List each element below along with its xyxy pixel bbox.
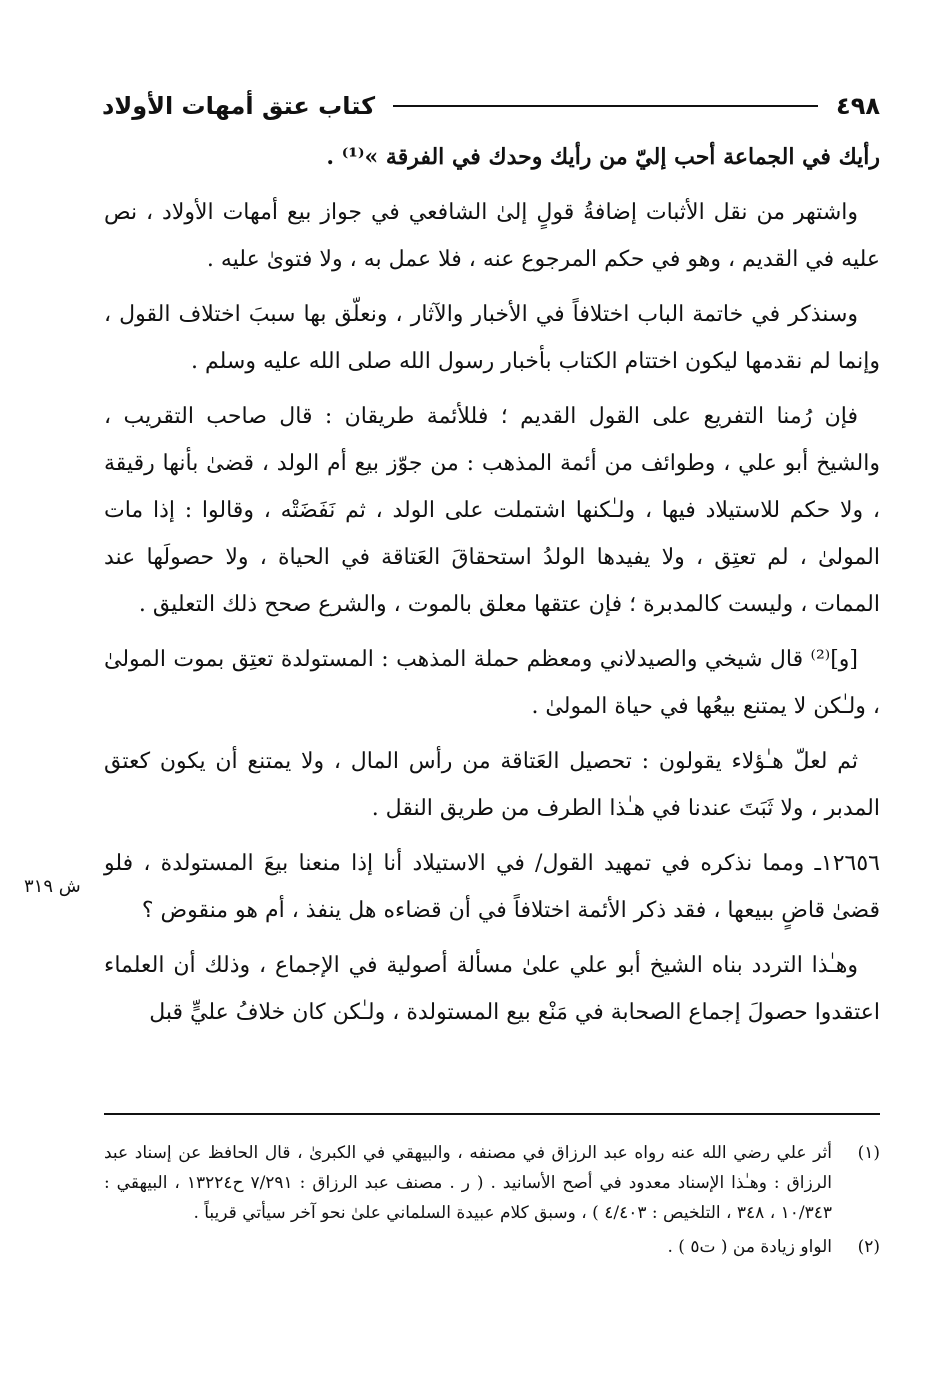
main-text (104, 134, 880, 1040)
footnote-text: أثر علي رضي الله عنه رواه عبد الرزاق في مصنفه ، والبيهقي في الكبرىٰ ، قال الحافظ عن إسناد عبد الرزاق : وهـٰذا الإسناد معدود في أصح الأسانيد . ( ر . مصنف عبد الرزاق : ٧/٢٩١ ح١٣٢٢٤ ، البيهقي : ١٠/٣٤٣ ، ٣٤٨ ، التلخيص : ٤/٤٠٣ ) ، وسبق كلام عبيدة السلماني علىٰ نحو آخر سيأتي قريباً . (104, 1143, 832, 1223)
footnotes (104, 1138, 880, 1266)
footnote (104, 1232, 880, 1262)
numbered-paragraph: ١٢٦٥٦ـ ومما نذكره في تمهيد القول/ في الاستيلاد أنا إذا منعنا بيعَ المستولدة ، فلو قضىٰ قاضٍ ببيعها ، فقد ذكر الأئمة اختلافاً في أن قضاءه هل ينفذ ، أم هو منقوض ؟ (104, 851, 880, 923)
footnote-number: (٢) (857, 1237, 880, 1257)
book-title: كتاب عتق أمهات الأولاد (102, 92, 376, 120)
paragraph: رأيك في الجماعة أحب إليّ من رأيك وحدك في الفرقة »⁽¹⁾ . (326, 144, 880, 170)
footnote-text: الواو زيادة من ( ت٥ ) . (667, 1237, 832, 1257)
page-number: ٤٩٨ (836, 92, 880, 120)
manuscript-folio-note: ش ٣١٩ (24, 876, 81, 897)
running-header (102, 86, 880, 126)
paragraph: وهـٰذا التردد بناه الشيخ أبو علي علىٰ مسألة أصولية في الإجماع ، وذلك أن العلماء اعتقدوا حصولَ إجماع الصحابة في مَنْع بيع المستولدة ، ولـٰكن كان خلافُ عليٍّ قبل (104, 953, 880, 1025)
paragraph: ثم لعلّ هـٰؤلاء يقولون : تحصيل العَتاقة من رأس المال ، ولا يمتنع أن يكون كعتق المدبر ، ولا ثَبَتَ عندنا في هـٰذا الطرف من طريق النقل . (104, 749, 880, 821)
paragraph: فإن رُمنا التفريع على القول القديم ؛ فللأئمة طريقان : قال صاحب التقريب ، والشيخ أبو علي ، وطوائف من أئمة المذهب : من جوّز بيع أم الولد ، قضىٰ بأنها رقيقة ، ولا حكم للاستيلاد فيها ، ولـٰكنها اشتملت على الولد ، ثم نَفَضَتْه ، وقالوا : إذا مات المولىٰ ، لم تعتِق ، ولا يفيدها الولدُ استحقاقَ العَتاقة في الحياة ، ولا حصولَها عند الممات ، وليست كالمدبرة ؛ فإن عتقها معلق بالموت ، والشرع صحح ذلك التعليق . (104, 404, 880, 617)
paragraph: [و]⁽²⁾ قال شيخي والصيدلاني ومعظم حملة المذهب : المستولدة تعتِق بموت المولىٰ ، ولـٰكن لا يمتنع بيعُها في حياة المولىٰ . (104, 647, 880, 719)
footnote-number: (١) (857, 1143, 880, 1163)
header-rule (393, 105, 818, 107)
paragraph: واشتهر من نقل الأثبات إضافةُ قولٍ إلىٰ الشافعي في جواز بيع أمهات الأولاد ، نص عليه في القديم ، وهو في حكم المرجوع عنه ، فلا عمل به ، ولا فتوىٰ عليه . (104, 200, 880, 272)
footnote-rule (104, 1113, 880, 1115)
footnote (104, 1138, 880, 1228)
paragraph: وسنذكر في خاتمة الباب اختلافاً في الأخبار والآثار ، ونعلّق بها سببَ اختلاف القول ، وإنما لم نقدمها ليكون اختتام الكتاب بأخبار رسول الله صلى الله عليه وسلم . (104, 302, 880, 374)
